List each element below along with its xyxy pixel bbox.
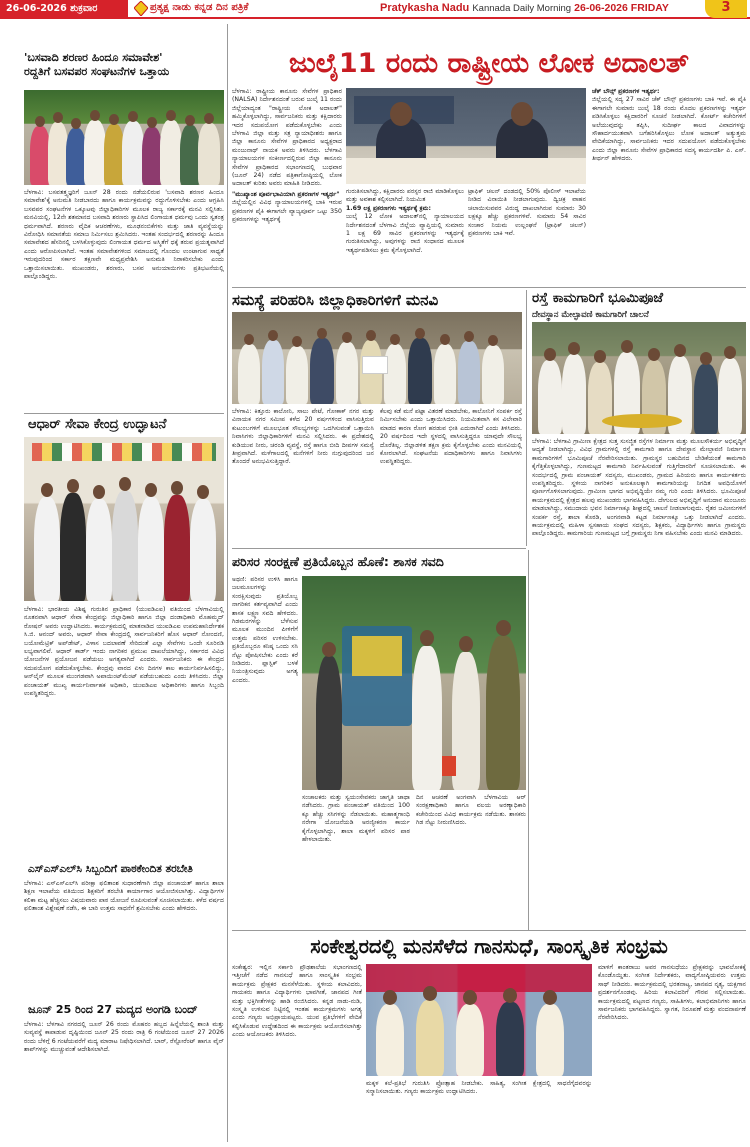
paper-name: Pratykasha Nadu	[380, 2, 470, 14]
main-col1-subhead: "ಮುಖ್ಯಾಂಶ ಪೂರ್ವಭಾವಿಯಾಗಿ ಪ್ರಕರಣಗಳ ಇತ್ಯರ್ಥ"	[232, 190, 340, 198]
road-bhoomipooja-photo	[532, 322, 746, 434]
main-col1-text: ಬೆಳಗಾವಿ: ರಾಷ್ಟ್ರೀಯ ಕಾನೂನು ಸೇವೆಗಳ ಪ್ರಾಧಿಕಾರ (NALSA) ನಿರ್ದೇಶನದಂತೆ ಬರುವ ಜುಲೈ 11 ರಂದು ಜಿಲ್ಲೆಯಾದ್ಯಂತ "ರಾಷ್ಟ್ರೀಯ ಲೋಕ ಅದಾಲತ್" ಹಮ್ಮಿಕೊಳ್ಳಲಾಗಿದ್ದು, ಸಾರ್ವಜನಿಕರು ಮತ್ತು ಕಕ್ಷಿದಾರರು ಇದರ ಸದುಪಯೋಗ ಪಡೆದುಕೊಳ್ಳಬೇಕು ಎಂದು ಬೆಳಗಾವಿ ಜಿಲ್ಲಾ ಮತ್ತು ಸತ್ರ ನ್ಯಾಯಾಧೀಶರು ಹಾಗೂ ಜಿಲ್ಲಾ ಕಾನೂನು ಸೇವೆಗಳ ಪ್ರಾಧಿಕಾರದ ಅಧ್ಯಕ್ಷರಾದ ಮಂಜುನಾಥ್ ನಾಯಕ ಅವರು ತಿಳಿಸಿದರು. ಬೆಳಗಾವಿ ನ್ಯಾಯಾಲಯಗಳ ಸಂಕೀರ್ಣದಲ್ಲಿರುವ ಜಿಲ್ಲಾ ಕಾನೂನು ಸೇವೆಗಳ ಪ್ರಾಧಿಕಾರದ ಸಭಾಂಗಣದಲ್ಲಿ ಬುಧವಾರ (ಜೂನ್ 24) ನಡೆದ ಪತ್ರಿಕಾಗೋಷ್ಠಿಯಲ್ಲಿ ಲೋಕ ಅದಾಲತ್ ಕುರಿತು ಅವರು ಮಾಹಿತಿ ನೀಡಿದರು.	[232, 88, 342, 188]
tree-planting-photo	[302, 576, 526, 790]
environment-headline: ಪರಿಸರ ಸಂರಕ್ಷಣೆ ಪ್ರತಿಯೊಬ್ಬನ ಹೊಣೆ: ಶಾಸಕ ಸವದಿ	[232, 554, 444, 569]
divider	[232, 287, 746, 288]
environment-col3: ದಿನ ಆಚರಣೆ ಅಂಗವಾಗಿ ಬೆಳಗಾವಿಯ ಆರ್ ಸಂರಕ್ಷಣಾಧಿಕಾರಿ ಹಾಗೂ ವಲಯ ಅರಣ್ಯಾಧಿಕಾರಿ ಕಚೇರಿಯಿಂದ ವಿವಿಧ ಕಾರ್ಯಕ್ರಮ ನಡೆಯಿತು. ಶಾಸಕರು ಗಿಡ ನೆಟ್ಟು ನೀರುಣಿಸಿದರು.	[416, 794, 526, 827]
culture-stage-photo	[366, 964, 592, 1076]
column-divider	[526, 290, 527, 546]
road-subhead: ದೇವಸ್ಥಾನ ಮೇಲ್ಛಾವಣಿ ಕಾಮಗಾರಿಗೆ ಚಾಲನೆ	[532, 309, 649, 319]
main-col3: ಟ್ರಾಫಿಕ್ ಚಲನ್ ದಂಡದಲ್ಲಿ 50% ಪೊಲೀಸ್ ಇಲಾಖೆಯ ನೀಡಿದ ವಿನಾಯಿತಿ ನೀಡಲಾಗುವುದು. ದ್ವಿಚಕ್ರ ವಾಹನ ಚಲಾಯಿಸುವವರ ವಿರುದ್ಧ ದಾಖಲಾಗಿರುವ ಸುಮಾರು 30 ಲಕ್ಷಕ್ಕೂ ಹೆಚ್ಚು ಪ್ರಕರಣಗಳಿವೆ. ಸುಮಾರು 54 ಸಾವಿರ ಸಂಚಾರ ನಿಯಮ ಉಲ್ಲಂಘನೆ (ಟ್ರಾಫಿಕ್ ಚಲನ್) ಪ್ರಕರಣಗಳು ಬಾಕಿ ಇವೆ.	[468, 188, 586, 238]
column-divider	[528, 550, 529, 930]
main-headline: ಜುಲೈ11 ರಂದು ರಾಷ್ಟ್ರೀಯ ಲೋಕ ಅದಾಲತ್	[289, 48, 689, 79]
column-divider	[227, 24, 228, 1142]
masthead-date-kannada: 26-06-2026 ಶುಕ್ರವಾರ	[0, 0, 128, 18]
left-top-body: ಬೆಳಗಾವಿ: ಬಸವತತ್ತ್ವಜ್ಞರಿಗೆ ಜೂನ್ 28 ರಂದು ನಡೆಯಲಿರುವ 'ಬಸವಾದಿ ಶರಣರ ಹಿಂದೂ ಸಮಾವೇಶ'ಕ್ಕೆ ಅನುಮತಿ ನೀಡಬಾರದು ಹಾಗೂ ಕಾರ್ಯಕ್ರಮವನ್ನು ರದ್ದುಗೊಳಿಸಬೇಕು ಎಂದು ಆಗ್ರಹಿಸಿ ಬಸವಪರ ಸಂಘಟನೆಗಳ ಒಕ್ಕೂಟವು ಜಿಲ್ಲಾಧಿಕಾರಿಗಳ ಮೂಲಕ ರಾಜ್ಯ ಸರ್ಕಾರಕ್ಕೆ ಮನವಿ ಸಲ್ಲಿಸಿತು. ಮನವಿಯಲ್ಲಿ, 12ನೇ ಶತಮಾನದ ಬಸವಾದಿ ಶರಣರು ಸ್ಥಾಪಿಸಿದ ಲಿಂಗಾಯತ ಧರ್ಮವು ಒಂದು ಸ್ವತಂತ್ರ ಧರ್ಮವಾಗಿದೆ. ಶರಣರು ವೈದಿಕ ಆಚರಣೆಗಳು, ಮೂಢನಂಬಿಕೆಗಳು ಮತ್ತು ಜಾತಿ ವ್ಯವಸ್ಥೆಯನ್ನು ವಿರೋಧಿಸಿ ಸಮಾನತೆಯ ಸಮಾಜ ನಿರ್ಮಿಸಲು ಶ್ರಮಿಸಿದರು. ಇಂತಹ ಸಂದರ್ಭದಲ್ಲಿ ಶರಣರನ್ನು ಹಿಂದೂ ಸಮಾವೇಶದ ಹೆಸರಿನಲ್ಲಿ ಬಳಸಿಕೊಳ್ಳುವುದು ಲಿಂಗಾಯತ ಧರ್ಮದ ಅಸ್ಮಿತೆಗೆ ಧಕ್ಕೆ ತರುವ ಪ್ರಯತ್ನವಾಗಿದೆ ಎಂದು ಆರೋಪಿಸಲಾಗಿದೆ. ಇಂತಹ ಸಮಾವೇಶಗಳಿಂದ ಸಮಾಜದಲ್ಲಿ ಗೊಂದಲ ಉಂಟಾಗುವ ಸಾಧ್ಯತೆ ಇರುವುದರಿಂದ ಸರ್ಕಾರ ತಕ್ಷಣವೇ ಮಧ್ಯಪ್ರವೇಶಿಸಿ ಅನುಮತಿ ನಿರಾಕರಿಸಬೇಕು ಎಂದು ಒತ್ತಾಯಿಸಲಾಯಿತು. ಮುಖಂಡರು, ಶರಣರು, ಬಸವ ಅನುಯಾಯಿಗಳು ಪ್ರತಿಭಟನೆಯಲ್ಲಿ ಪಾಲ್ಗೊಂಡಿದ್ದರು.	[24, 189, 224, 281]
main-col2-text: ಗುರುತಿಸಲಾಗಿದ್ದು, ಕಕ್ಷಿದಾರರು ಪರಸ್ಪರ ರಾಜಿ ಮಾಡಿಕೊಳ್ಳಲು ಮತ್ತು ಅವಕಾಶ ಕಲ್ಪಿಸಲಾಗಿದೆ. ನಿಯಮಿತ	[346, 188, 464, 204]
main-col4-subhead: ಚೆಕ್ ಬೌನ್ಸ್ ಪ್ರಕರಣಗಳ ಇತ್ಯರ್ಥ:	[592, 88, 660, 95]
aadhaar-photo	[24, 437, 224, 601]
memorandum-col2: ಕೆಲವು ಕಡೆ ಮನೆ ಪಟ್ಟಾ ವಿತರಣೆ ಮಾಡಬೇಕು, ಕಾಲೋನಿಗೆ ಸಂಪರ್ಕ ರಸ್ತೆ ನಿರ್ಮಿಸಬೇಕು ಎಂದು ಒತ್ತಾಯಿಸಿದರು. ನಿಯಮಿತವಾಗಿ ಕಸ ವಿಲೇವಾರಿ ಮಾಡದ ಕಾರಣ ರೋಗ ಹರಡುವ ಭೀತಿ ಎದುರಾಗಿದೆ ಎಂದು ತಿಳಿಸಿದರು. 20 ವರ್ಷದಿಂದ ಇದೇ ಸ್ಥಳದಲ್ಲಿ ವಾಸಿಸುತ್ತಿದ್ದರೂ ಯಾವುದೇ ಸೌಲಭ್ಯ ದೊರೆತಿಲ್ಲ. ಜಿಲ್ಲಾಡಳಿತ ತಕ್ಷಣ ಕ್ರಮ ಕೈಗೊಳ್ಳಬೇಕು ಎಂದು ಮನವಿಯಲ್ಲಿ ಕೋರಲಾಗಿದೆ. ಸಂಘಟನೆಯ ಪದಾಧಿಕಾರಿಗಳು ಹಾಗೂ ನಿವಾಸಿಗಳು ಉಪಸ್ಥಿತರಿದ್ದರು.	[380, 408, 522, 466]
culture-col1: ಸಂಕೇಶ್ವರ: ಇಲ್ಲಿನ ಸರ್ಕಾರಿ ಪ್ರೌಢಶಾಲೆಯ ಸಭಾಂಗಣದಲ್ಲಿ ಇತ್ತೀಚೆಗೆ ನಡೆದ ಗಾನಸುಧೆ ಹಾಗೂ ಸಾಂಸ್ಕೃತಿಕ ಸಂಭ್ರಮ ಕಾರ್ಯಕ್ರಮ ಪ್ರೇಕ್ಷಕರ ಮನಸೆಳೆಯಿತು. ಸ್ಥಳೀಯ ಕಲಾವಿದರು, ಗಾಯಕರು ಹಾಗೂ ವಿದ್ಯಾರ್ಥಿಗಳು ಭಾವಗೀತೆ, ಜಾನಪದ ಗೀತೆ ಮತ್ತು ಭಕ್ತಿಗೀತೆಗಳನ್ನು ಹಾಡಿ ರಂಜಿಸಿದರು. ಕನ್ನಡ ನಾಡು-ನುಡಿ, ಸಂಸ್ಕೃತಿ ಉಳಿಸುವ ನಿಟ್ಟಿನಲ್ಲಿ ಇಂತಹ ಕಾರ್ಯಕ್ರಮಗಳು ಅಗತ್ಯ ಎಂದು ಗಣ್ಯರು ಅಭಿಪ್ರಾಯಪಟ್ಟರು. ಯುವ ಪ್ರತಿಭೆಗಳಿಗೆ ವೇದಿಕೆ ಕಲ್ಪಿಸಿಕೊಡುವ ಉದ್ದೇಶದಿಂದ ಈ ಕಾರ್ಯಕ್ರಮ ಆಯೋಜಿಸಲಾಗಿತ್ತು ಎಂದು ಆಯೋಜಕರು ತಿಳಿಸಿದರು.	[232, 964, 362, 1039]
aadhaar-body: ಬೆಳಗಾವಿ: ಭಾರತೀಯ ವಿಶಿಷ್ಟ ಗುರುತಿನ ಪ್ರಾಧಿಕಾರ (ಯುಐಡಿಎಐ) ವತಿಯಿಂದ ಬೆಳಗಾವಿಯಲ್ಲಿ ನೂತನವಾಗಿ ಆಧಾರ್ ಸೇವಾ ಕೇಂದ್ರವನ್ನು ಜಿಲ್ಲಾಧಿಕಾರಿ ಹಾಗೂ ಜಿಲ್ಲಾ ದಂಡಾಧಿಕಾರಿ ಮೊಹಮ್ಮದ್ ರೋಷನ್ ಅವರು ಉದ್ಘಾಟಿಸಿದರು. ಕಾರ್ಯಕ್ರಮದಲ್ಲಿ ಮಾತನಾಡಿದ ಯುಐಡಿಎಐ ಉಪಮಹಾನಿರ್ದೇಶಕ ಸಿ.ಜಿ. ಆನಂದ್ ಅವರು, ಆಧಾರ್ ಸೇವಾ ಕೇಂದ್ರದಲ್ಲಿ ಸಾರ್ವಜನಿಕರಿಗೆ ಹೊಸ ಆಧಾರ್ ನೋಂದಣಿ, ಬಯೋಮೆಟ್ರಿಕ್ ಅಪ್‌ಡೇಟ್, ವಿಳಾಸ ಬದಲಾವಣೆ ಸೇರಿದಂತೆ ಎಲ್ಲಾ ಸೇವೆಗಳು ಒಂದೇ ಸೂರಿನಡಿ ಲಭ್ಯವಾಗಲಿವೆ. ಆಧಾರ್ ಕಾರ್ಡ್ ಇಂದು ನಾಗರಿಕರ ಪ್ರಮುಖ ದಾಖಲೆಯಾಗಿದ್ದು, ಸರ್ಕಾರದ ವಿವಿಧ ಯೋಜನೆಗಳ ಪ್ರಯೋಜನ ಪಡೆಯಲು ಅಗತ್ಯವಾಗಿದೆ ಎಂದರು. ಸಾರ್ವಜನಿಕರು ಈ ಕೇಂದ್ರದ ಸದುಪಯೋಗ ಪಡೆದುಕೊಳ್ಳಬೇಕು. ಕೇಂದ್ರವು ವಾರದ ಏಳು ದಿನಗಳ ಕಾಲ ಕಾರ್ಯನಿರ್ವಹಿಸಲಿದ್ದು, ಆನ್‌ಲೈನ್ ಮೂಲಕ ಮುಂಗಡವಾಗಿ ಅಪಾಯಿಂಟ್‌ಮೆಂಟ್ ಪಡೆಯಬಹುದು ಎಂದು ತಿಳಿಸಿದರು. ಜಿಲ್ಲಾ ಪಂಚಾಯತ್ ಮುಖ್ಯ ಕಾರ್ಯನಿರ್ವಾಹಕ ಅಧಿಕಾರಿ, ಯುಐಡಿಎಐ ಅಧಿಕಾರಿಗಳು ಹಾಗೂ ಸಿಬ್ಬಂದಿ ಉಪಸ್ಥಿತರಿದ್ದರು.	[24, 606, 224, 698]
aadhaar-headline: ಆಧಾರ್ ಸೇವಾ ಕೇಂದ್ರ ಉದ್ಘಾಟನೆ	[28, 417, 167, 432]
sslc-body: ಬೆಳಗಾವಿ: ಎಸ್‌ಎಸ್‌ಎಲ್‌ಸಿ ಪರೀಕ್ಷಾ ಫಲಿತಾಂಶ ಸುಧಾರಣೆಗಾಗಿ ಜಿಲ್ಲಾ ಪಂಚಾಯತ್ ಹಾಗೂ ಶಾಲಾ ಶಿಕ್ಷಣ ಇಲಾಖೆಯ ವತಿಯಿಂದ ಶಿಕ್ಷಕರಿಗೆ ತರಬೇತಿ ಕಾರ್ಯಾಗಾರ ಆಯೋಜಿಸಲಾಗಿತ್ತು. ವಿದ್ಯಾರ್ಥಿಗಳ ಕಲಿಕಾ ಮಟ್ಟ ಹೆಚ್ಚಿಸಲು ವಿಷಯವಾರು ಪಾಠ ಯೋಜನೆ ರೂಪಿಸುವಂತೆ ಸೂಚಿಸಲಾಯಿತು. ಕಳೆದ ವರ್ಷದ ಫಲಿತಾಂಶ ವಿಶ್ಲೇಷಣೆ ನಡೆಸಿ, ಈ ಬಾರಿ ಉತ್ತಮ ಸಾಧನೆಗೆ ಶ್ರಮಿಸಬೇಕು ಎಂದು ಹೇಳಿದರು.	[24, 880, 224, 913]
memorandum-headline: ಸಮಸ್ಯೆ ಪರಿಹರಿಸಿ ಜಿಲ್ಲಾಧಿಕಾರಿಗಳಿಗೆ ಮನವಿ	[232, 291, 439, 309]
main-col2-subhead: 1.69 ಲಕ್ಷ ಪ್ರಕರಣಗಳು ಇತ್ಯರ್ಥಕ್ಕೆ ಕ್ರಮ:	[346, 204, 431, 212]
paper-sub: Kannada Daily Morning	[472, 3, 572, 14]
masthead-date-english: 26-06-2026 FRIDAY	[574, 2, 669, 14]
market-headline: ಜೂನ್ 25 ರಿಂದ 27 ಮದ್ಯದ ಅಂಗಡಿ ಬಂದ್	[28, 1003, 198, 1016]
paper-logo-icon	[134, 1, 148, 16]
divider	[232, 930, 746, 931]
main-col2	[346, 188, 464, 284]
main-col1-tail: ಜಿಲ್ಲೆಯಲ್ಲಿನ ವಿವಿಧ ನ್ಯಾಯಾಲಯಗಳಲ್ಲಿ ಬಾಕಿ ಇರುವ ಪ್ರಕರಣಗಳ ಪೈಕಿ ಈಗಾಗಲೇ ವ್ಯಾಜ್ಯಪೂರ್ವ ಒಟ್ಟು 350 ಪ್ರಕರಣಗಳನ್ನು ಇತ್ಯರ್ಥಕ್ಕೆ	[232, 199, 342, 224]
masthead-paper-name	[380, 2, 669, 14]
memorandum-col1: ಬೆಳಗಾವಿ: ಕಿತ್ತೂರು ಕಾಲೋನಿ, ಸಾಲು ಪೇಟೆ, ಗೋಕಾಕ್ ನಗರ ಮತ್ತು ವಿನಾಯಕ ನಗರ ಸಮೀಪ ಕಳೆದ 20 ವರ್ಷಗಳಿಂದ ವಾಸಿಸುತ್ತಿರುವ ಕುಟುಂಬಗಳಿಗೆ ಮೂಲಭೂತ ಸೌಲಭ್ಯಗಳನ್ನು ಒದಗಿಸುವಂತೆ ಒತ್ತಾಯಿಸಿ ನಿವಾಸಿಗಳು ಜಿಲ್ಲಾಧಿಕಾರಿಗಳಿಗೆ ಮನವಿ ಸಲ್ಲಿಸಿದರು. ಈ ಪ್ರದೇಶದಲ್ಲಿ ಕುಡಿಯುವ ನೀರು, ಚರಂಡಿ ವ್ಯವಸ್ಥೆ, ರಸ್ತೆ ಹಾಗೂ ಬೀದಿ ದೀಪಗಳ ಸಮಸ್ಯೆ ತೀವ್ರವಾಗಿದೆ. ಮಳೆಗಾಲದಲ್ಲಿ ಮನೆಗಳಿಗೆ ನೀರು ನುಗ್ಗುವುದರಿಂದ ಜನ ತೊಂದರೆ ಅನುಭವಿಸುತ್ತಿದ್ದಾರೆ.	[232, 408, 374, 466]
page-number: 3	[705, 0, 747, 18]
press-conference-photo	[346, 88, 586, 184]
protest-photo	[24, 90, 224, 185]
culture-headline: ಸಂಕೇಶ್ವರದಲ್ಲಿ ಮನಸೆಳೆದ ಗಾನಸುಧೆ, ಸಾಂಸ್ಕೃತಿಕ ಸಂಭ್ರಮ	[310, 935, 668, 958]
culture-caption: ಮಕ್ಕಳ ಕಲೆ-ಪ್ರತಿಭೆ ಗುರುತಿಸಿ ಪ್ರೋತ್ಸಾಹ ನೀಡಬೇಕು. ಸಾಹಿತ್ಯ, ಸಂಗೀತ ಕ್ಷೇತ್ರದಲ್ಲಿ ಸಾಧನೆಗೈದವರನ್ನು ಸನ್ಮಾನಿಸಲಾಯಿತು. ಗಣ್ಯರು ಕಾರ್ಯಕ್ರಮ ಉದ್ಘಾಟಿಸಿದರು.	[366, 1080, 592, 1096]
masthead-tagline: ಪ್ರತ್ಯಕ್ಷ ನಾಡು ಕನ್ನಡ ದಿನ ಪತ್ರಿಕೆ	[150, 2, 249, 13]
left-top-headline	[24, 51, 224, 79]
divider	[24, 413, 224, 414]
left-top-headline-line1: 'ಬಸವಾದಿ ಶರಣರ ಹಿಂದೂ ಸಮಾವೇಶ'	[24, 51, 163, 64]
main-col4	[592, 88, 746, 284]
sslc-headline: ಎಸ್‌ಎಸ್‌ಎಲ್‌ಸಿ ಸಿಬ್ಬಂದಿಗೆ ಪಾಠಕೇಂದಿತ ತರಬೇತಿ	[28, 863, 193, 875]
main-col4-text: ಜಿಲ್ಲೆಯಲ್ಲಿ ಸದ್ಯ 27 ಸಾವಿರ ಚೆಕ್ ಬೌನ್ಸ್ ಪ್ರಕರಣಗಳು ಬಾಕಿ ಇವೆ. ಈ ಪೈಕಿ ಈಗಾಗಲೇ ಸುಮಾರು ಜುಲೈ 18 ರಂದು ಮೊದಲ ಪ್ರಕರಣಗಳನ್ನು ಇತ್ಯರ್ಥ ಪಡಿಸಿಕೊಳ್ಳಲು ಕಕ್ಷಿದಾರರಿಗೆ ಸೂಚನೆ ನೀಡಲಾಗಿದೆ. ಕೋರ್ಟ್ ಕಚೇರಿಗಳಿಗೆ ಅಲೆಯುವುದನ್ನು ತಪ್ಪಿಸಿ, ಸುದೀರ್ಘ ಕಾಲದ ವಿವಾದಗಳನ್ನು ಸೌಹಾರ್ದಯುತವಾಗಿ ಬಗೆಹರಿಸಿಕೊಳ್ಳಲು ಲೋಕ ಅದಾಲತ್ ಅತ್ಯುತ್ತಮ ವೇದಿಕೆಯಾಗಿದ್ದು, ಸಾರ್ವಜನಿಕರು ಇದರ ಸದುಪಯೋಗ ಪಡೆದುಕೊಳ್ಳಬೇಕು ಎಂದು ಜಿಲ್ಲಾ ಕಾನೂನು ಸೇವೆಗಳ ಪ್ರಾಧಿಕಾರದ ಸದಸ್ಯ ಕಾರ್ಯದರ್ಶಿ ಪಿ. ಎಸ್. ತೀರ್ಥನ್ ಹೇಳಿದರು.	[592, 96, 746, 163]
left-top-headline-line2: ರದ್ದತಿಗೆ ಬಸವಪರ ಸಂಘಟನೆಗಳ ಒತ್ತಾಯ	[24, 65, 170, 78]
road-body: ಬೆಳಗಾವಿ: ಬೆಳಗಾವಿ ಗ್ರಾಮೀಣ ಕ್ಷೇತ್ರದ ಸುತ್ತ ಸುಸಜ್ಜಿತ ರಸ್ತೆಗಳ ನಿರ್ಮಾಣ ಮತ್ತು ಮೂಲಸೌಕರ್ಯ ಅಭಿವೃದ್ಧಿಗೆ ಆದ್ಯತೆ ನೀಡಲಾಗಿದ್ದು, ವಿವಿಧ ಗ್ರಾಮಗಳಲ್ಲಿ ರಸ್ತೆ ಕಾಮಗಾರಿ ಹಾಗೂ ದೇವಸ್ಥಾನ ಮೇಲ್ಛಾವಣಿ ನಿರ್ಮಾಣ ಕಾಮಗಾರಿಗಳಿಗೆ ಭೂಮಿಪೂಜೆ ನೆರವೇರಿಸಲಾಯಿತು. ಗ್ರಾಮಸ್ಥರ ಬಹುದಿನದ ಬೇಡಿಕೆಯಂತೆ ಕಾಮಗಾರಿ ಕೈಗೆತ್ತಿಕೊಳ್ಳಲಾಗಿದ್ದು, ಗುಣಮಟ್ಟದ ಕಾಮಗಾರಿ ನಿರ್ವಹಿಸುವಂತೆ ಗುತ್ತಿಗೆದಾರರಿಗೆ ಸೂಚಿಸಲಾಯಿತು. ಈ ಸಂದರ್ಭದಲ್ಲಿ ಗ್ರಾಮ ಪಂಚಾಯತ್ ಸದಸ್ಯರು, ಮುಖಂಡರು, ಗ್ರಾಮದ ಹಿರಿಯರು ಹಾಗೂ ಕಾರ್ಯಕರ್ತರು ಉಪಸ್ಥಿತರಿದ್ದರು. ಸ್ಥಳೀಯ ನಾಗರಿಕರ ಅನುಕೂಲಕ್ಕಾಗಿ ಕಾಮಗಾರಿಯನ್ನು ನಿಗದಿತ ಅವಧಿಯೊಳಗೆ ಪೂರ್ಣಗೊಳಿಸಲಾಗುವುದು. ಗ್ರಾಮೀಣ ಭಾಗದ ಅಭಿವೃದ್ಧಿಯೇ ನಮ್ಮ ಗುರಿ ಎಂದು ತಿಳಿಸಿದರು. ಭೂಮಿಪೂಜೆ ಕಾರ್ಯಕ್ರಮದಲ್ಲಿ ಕ್ಷೇತ್ರದ ಹಲವು ಮುಖಂಡರು ಭಾಗವಹಿಸಿದ್ದರು. ದೇಗುಲದ ಅಭಿವೃದ್ಧಿಗೆ ಅನುದಾನ ಮಂಜೂರು ಮಾಡಲಾಗಿದ್ದು, ಸಮುದಾಯ ಭವನ ನಿರ್ಮಾಣಕ್ಕೂ ಶೀಘ್ರದಲ್ಲಿ ಚಾಲನೆ ನೀಡಲಾಗುವುದು. ರೈತರ ಜಮೀನುಗಳಿಗೆ ಸಂಪರ್ಕ ರಸ್ತೆ, ಶಾಲಾ ಕೊಠಡಿ, ಅಂಗನವಾಡಿ ಕಟ್ಟಡ ನಿರ್ಮಾಣಕ್ಕೂ ಒತ್ತು ನೀಡಲಾಗಿದೆ ಎಂದರು. ಕಾರ್ಯಕ್ರಮದಲ್ಲಿ ಮಹಿಳಾ ಸ್ವಸಹಾಯ ಸಂಘದ ಸದಸ್ಯರು, ಶಿಕ್ಷಕರು, ವಿದ್ಯಾರ್ಥಿಗಳು ಹಾಗೂ ಗ್ರಾಮಸ್ಥರು ಪಾಲ್ಗೊಂಡಿದ್ದರು. ಕಾಮಗಾರಿಯ ಗುಣಮಟ್ಟದ ಬಗ್ಗೆ ಗ್ರಾಮಸ್ಥರು ನಿಗಾ ವಹಿಸಬೇಕು ಎಂದು ಮನವಿ ಮಾಡಿದರು.	[532, 438, 746, 538]
culture-col3: ಮಾಳಿಗೆ ಕಾಂತರಾಜು ಅವರ ಗಾನಸುಧೆಯು ಪ್ರೇಕ್ಷಕರನ್ನು ಭಾವಲೋಕಕ್ಕೆ ಕೊಂಡೊಯ್ದಿತು. ಸಂಗೀತ ನಿರ್ದೇಶಕರು, ವಾದ್ಯಗೋಷ್ಠಿಯವರು ಉತ್ತಮ ಸಾಥ್ ನೀಡಿದರು. ಕಾರ್ಯಕ್ರಮದಲ್ಲಿ ಭರತನಾಟ್ಯ, ಜಾನಪದ ನೃತ್ಯ, ಯಕ್ಷಗಾನ ಪ್ರದರ್ಶನಗೊಂಡವು. ಹಿರಿಯ ಕಲಾವಿದರಿಗೆ ಗೌರವ ಸಲ್ಲಿಸಲಾಯಿತು. ಕಾರ್ಯಕ್ರಮದಲ್ಲಿ ಪಟ್ಟಣದ ಗಣ್ಯರು, ಸಾಹಿತಿಗಳು, ಕಲಾಭಿಮಾನಿಗಳು ಹಾಗೂ ಸಾರ್ವಜನಿಕರು ಭಾಗವಹಿಸಿದ್ದರು. ಸ್ವಾಗತ, ನಿರೂಪಣೆ ಮತ್ತು ವಂದನಾರ್ಪಣೆ ನೆರವೇರಿಸಿದರು.	[598, 964, 746, 1022]
main-col2-tail: ಜುಲೈ 12 ಲೋಕ ಅದಾಲತ್‌ನಲ್ಲಿ ನ್ಯಾಯಾಲಯದ ನಿರ್ದೇಶನದಂತೆ ಬೆಳಗಾವಿ ಜಿಲ್ಲೆಯ ವ್ಯಾಪ್ತಿಯಲ್ಲಿ ಸುಮಾರು 1 ಲಕ್ಷ 69 ಸಾವಿರ ಪ್ರಕರಣಗಳನ್ನು ಇತ್ಯರ್ಥಕ್ಕೆ ಗುರುತಿಸಲಾಗಿದ್ದು, ಅವುಗಳನ್ನು ರಾಜಿ ಸಂಧಾನದ ಮೂಲಕ ಇತ್ಯರ್ಥಪಡಿಸಲು ಕ್ರಮ ಕೈಗೊಳ್ಳಲಾಗಿದೆ.	[346, 213, 464, 254]
main-col1	[232, 88, 342, 284]
masthead	[0, 0, 750, 19]
environment-col1: ಅಥಣಿ: ಪರಿಸರ ಉಳಿಸಿ ಹಾಗೂ ಜಲಮೂಲಗಳನ್ನು ಸಂರಕ್ಷಿಸುವುದು ಪ್ರತಿಯೊಬ್ಬ ನಾಗರಿಕನ ಕರ್ತವ್ಯವಾಗಿದೆ ಎಂದು ಶಾಸಕ ಲಕ್ಷ್ಮಣ ಸವದಿ ಹೇಳಿದರು. ಗಿಡಮರಗಳನ್ನು ಬೆಳೆಸುವ ಮೂಲಕ ಮುಂದಿನ ಪೀಳಿಗೆಗೆ ಉತ್ತಮ ಪರಿಸರ ಉಳಿಸಬೇಕು. ಪ್ರತಿಯೊಬ್ಬರೂ ಕನಿಷ್ಠ ಒಂದು ಸಸಿ ನೆಟ್ಟು ಪೋಷಿಸಬೇಕು ಎಂದು ಕರೆ ನೀಡಿದರು. ಪ್ಲಾಸ್ಟಿಕ್ ಬಳಕೆ ನಿಯಂತ್ರಿಸುವುದು ಅಗತ್ಯ ಎಂದರು.	[232, 576, 298, 684]
road-headline: ರಸ್ತೆ ಕಾಮಗಾರಿಗೆ ಭೂಮಿಪೂಜೆ	[532, 290, 664, 306]
divider	[232, 548, 526, 549]
memorandum-photo	[232, 312, 522, 404]
environment-col2: ಸಂಚಾಲಕರು ಮತ್ತು ಸ್ವಯಂಸೇವಕರು ಜಾಗೃತಿ ಜಾಥಾ ನಡೆಸಿದರು. ಗ್ರಾಮ ಪಂಚಾಯತ್ ವತಿಯಿಂದ 100 ಕ್ಕೂ ಹೆಚ್ಚು ಸಸಿಗಳನ್ನು ನೆಡಲಾಯಿತು. ಮಹಾತ್ಮಗಾಂಧಿ ನರೇಗಾ ಯೋಜನೆಯಡಿ ಅರಣ್ಯೀಕರಣ ಕಾರ್ಯ ಕೈಗೊಳ್ಳಲಾಗಿದ್ದು, ಶಾಲಾ ಮಕ್ಕಳಿಗೆ ಪರಿಸರ ಪಾಠ ಹೇಳಲಾಯಿತು.	[302, 794, 410, 844]
market-body: ಬೆಳಗಾವಿ: ಬೆಳಗಾವಿ ನಗರದಲ್ಲಿ ಜೂನ್ 26 ರಂದು ಮೊಹರಂ ಹಬ್ಬದ ಹಿನ್ನೆಲೆಯಲ್ಲಿ ಶಾಂತಿ ಮತ್ತು ಸುವ್ಯವಸ್ಥೆ ಕಾಪಾಡುವ ದೃಷ್ಟಿಯಿಂದ ಜೂನ್ 25 ರಂದು ರಾತ್ರಿ 6 ಗಂಟೆಯಿಂದ ಜೂನ್ 27 2026 ರಂದು ಬೆಳಿಗ್ಗೆ 6 ಗಂಟೆಯವರೆಗೆ ಮದ್ಯ ಮಾರಾಟ ನಿಷೇಧಿಸಲಾಗಿದೆ. ಬಾರ್, ರೆಸ್ಟೋರೆಂಟ್ ಹಾಗೂ ವೈನ್ ಶಾಪ್‌ಗಳನ್ನು ಮುಚ್ಚುವಂತೆ ಆದೇಶಿಸಲಾಗಿದೆ.	[24, 1021, 224, 1054]
